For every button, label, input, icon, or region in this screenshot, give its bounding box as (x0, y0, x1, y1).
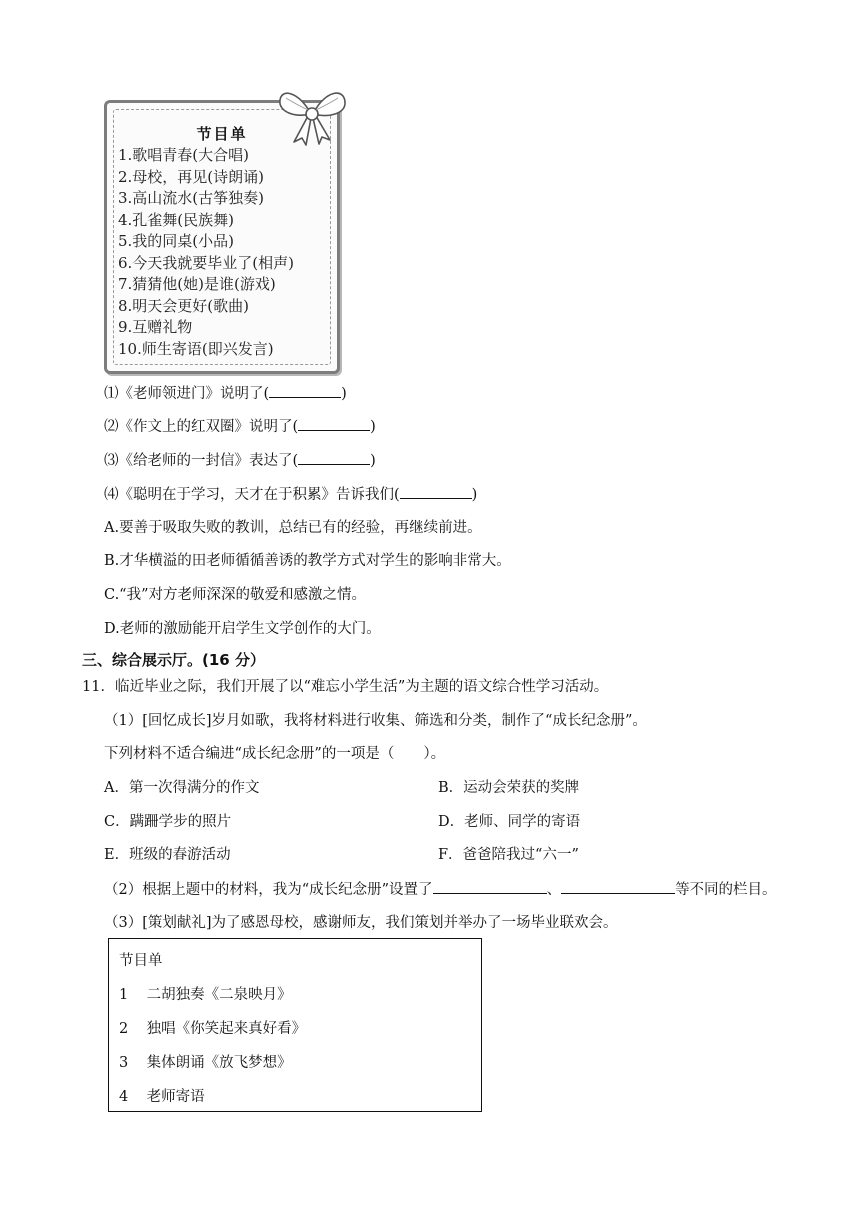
choice-b: B．运动会荣获的奖牌 (438, 780, 580, 796)
card-item: 3.高山流水(古筝独奏) (118, 189, 265, 207)
card-item: 2.母校，再见(诗朗诵) (118, 167, 265, 186)
choice-f: F．爸爸陪我过“六一” (438, 847, 579, 863)
card-item: 8.明天会更好(歌曲) (118, 296, 250, 315)
match-question-1 (104, 383, 347, 404)
answer-blank[interactable] (298, 450, 370, 465)
sub-question-3: （3）[策划献礼]为了感恩母校，感谢师友，我们策划并举办了一场毕业联欢会。 (104, 915, 618, 931)
match-question-4 (104, 484, 477, 505)
option-b: B.才华横溢的田老师循循善诱的教学方式对学生的影响非常大。 (104, 553, 511, 569)
paren-close: ) (341, 386, 347, 402)
choice-d: D．老师、同学的寄语 (438, 814, 581, 830)
paren-close: ) (370, 453, 376, 469)
answer-blank[interactable] (400, 484, 472, 499)
question-11: 11．临近毕业之际，我们开展了以“难忘小学生活”为主题的语文综合性学习活动。 (82, 679, 609, 695)
card-item: 1.歌唱青春(大合唱) (118, 146, 250, 164)
choice-e: E．班级的春游活动 (104, 847, 231, 863)
program-number: 4 (119, 1089, 129, 1105)
question-text: ⑶《给老师的一封信》表达了( (104, 453, 299, 469)
option-a: A.要善于吸取失败的教训，总结已有的经验，再继续前进。 (104, 520, 482, 536)
program-number: 1 (119, 987, 129, 1003)
answer-blank[interactable] (269, 383, 341, 398)
sub-question-1: （1）[回忆成长]岁月如歌，我将材料进行收集、筛选和分类，制作了“成长纪念册”。 (104, 713, 647, 729)
paren-close: ) (370, 419, 376, 435)
card-item: 4.孔雀舞(民族舞) (118, 210, 235, 229)
answer-blank[interactable] (433, 879, 547, 894)
program-item: 独唱《你笑起来真好看》 (146, 1021, 307, 1037)
question-text: （2）根据上题中的材料，我为“成长纪念册”设置了 (104, 882, 433, 898)
paren-close: ) (471, 487, 478, 503)
program-number: 2 (119, 1021, 129, 1037)
match-question-2 (104, 416, 376, 437)
program-item: 二胡独奏《二泉映月》 (146, 987, 292, 1003)
answer-blank[interactable] (298, 416, 370, 431)
question-text: ⑵《作文上的红双圈》说明了( (104, 419, 299, 435)
program-title: 节目单 (119, 953, 163, 969)
choice-c: C．蹒跚学步的照片 (104, 814, 232, 830)
ribbon-bow-icon (276, 82, 348, 148)
program-row (119, 1085, 205, 1106)
program-row (119, 983, 292, 1004)
sub-question-1b: 下列材料不适合编进“成长纪念册”的一项是（ ）。 (104, 746, 446, 762)
choice-a: A．第一次得满分的作文 (104, 780, 260, 796)
option-d: D.老师的激励能开启学生文学创作的大门。 (104, 621, 381, 637)
program-number: 3 (119, 1055, 129, 1071)
question-text: 等不同的栏目。 (675, 882, 777, 898)
card-item: 10.师生寄语(即兴发言) (118, 339, 274, 358)
option-c: C.“我”对方老师深深的敬爱和感激之情。 (104, 587, 367, 603)
question-text: ⑴《老师领进门》说明了( (104, 386, 270, 402)
question-text: ⑷《聪明在于学习，天才在于积累》告诉我们( (104, 487, 400, 503)
card-item: 9.互赠礼物 (118, 318, 193, 336)
separator: 、 (546, 882, 562, 898)
program-row (119, 1017, 306, 1038)
sub-question-2 (104, 879, 777, 900)
program-item: 老师寄语 (146, 1089, 205, 1105)
program-item: 集体朗诵《放飞梦想》 (146, 1055, 292, 1071)
card-item: 6.今天我就要毕业了(相声) (118, 253, 295, 272)
program-row (119, 1051, 292, 1072)
card-item: 5.我的同桌(小品) (118, 232, 235, 250)
match-question-3 (104, 450, 376, 471)
card-title: 节目单 (196, 125, 248, 143)
section-heading: 三、综合展示厅。(16 分） (82, 651, 265, 669)
program-list-box (108, 938, 482, 1112)
card-item: 7.猜猜他(她)是谁(游戏) (118, 275, 276, 293)
card-list (118, 145, 294, 360)
answer-blank[interactable] (561, 879, 675, 894)
